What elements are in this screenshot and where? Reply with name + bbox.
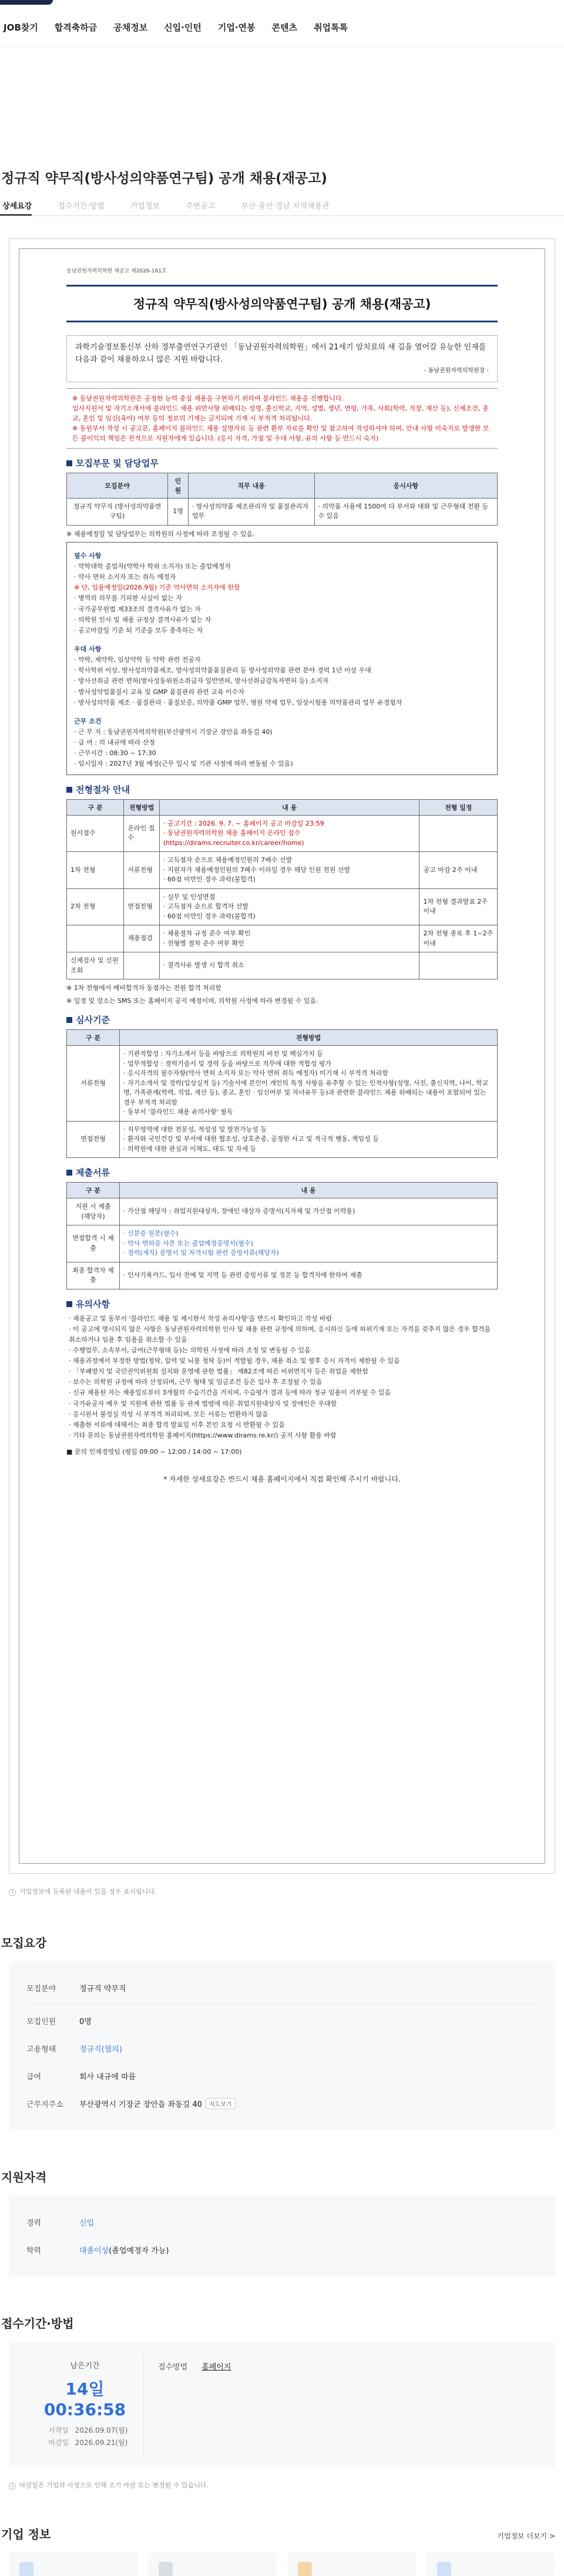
intro-box	[66, 335, 498, 382]
list-item: · 이 공고에 명시되지 않은 사항은 동남권원자력의학원 인사 및 채용 관련 규정에 의하며, 응시하신 등에 허위기재 또는 자격을 갖추지 않은 경우 합격을 취소하거나 임용 후 임용을 취소할 수 있음	[69, 1325, 491, 1343]
corp-header	[1, 2525, 555, 2542]
table-header: 구 분	[67, 799, 124, 815]
tab-regional-hall[interactable]: 부산·울산·경남 지역채용관	[241, 202, 330, 211]
summary-row: 근무지주소 부산광역시 기장군 장안읍 좌동길 40 지도보기	[26, 2090, 538, 2117]
intro-text: 과학기술정보통신부 산하 정부출연연구기관인 「동남권원자력의학원」에서 21세기 암치료의 새 길을 열어갈 유능한 인재를 다음과 같이 채용하오니 많은 지원 바랍니다.	[75, 343, 486, 364]
tab-company-info[interactable]: 기업정보	[130, 202, 160, 211]
list-item: · 공고마감일 기준 퇴 기준을 모두 충족하는 자	[74, 626, 203, 634]
table-cell: · 채용절차 규정 준수 여부 확인 · 전형별 절차 준수 여부 확인	[159, 925, 419, 952]
list-item: · 제출한 서류에 대해서는 최종 합격 발표일 이후 본인 요청 시 반환될 수 있음	[69, 1420, 285, 1429]
list-item: · 국가공무원법 제33조의 결격사유가 없는 자	[74, 605, 201, 613]
table-row	[67, 1198, 498, 1225]
tab-apply-period[interactable]: 접수기간·방법	[58, 202, 105, 211]
table-cell: 1차 전형	[67, 852, 124, 889]
requirement-box	[66, 542, 498, 775]
table-row	[67, 952, 498, 979]
tab-nearby-jobs[interactable]: 주변공고	[185, 202, 216, 211]
detail-more-note: * 자세한 상세요강은 반드시 채용 홈페이지에서 직접 확인해 주시기 바랍니다.	[163, 1475, 401, 1484]
top-bar	[0, 0, 564, 47]
recruit-note: ※ 채용예정일 및 담당업무는 의학원의 사정에 따라 조정될 수 있음.	[66, 530, 255, 538]
table-cell	[124, 952, 160, 979]
caution-list	[66, 1314, 498, 1442]
map-view-button[interactable]: 지도보기	[206, 2098, 236, 2109]
process-note: ※ 1차 전형에서 예비합격자 동점자는 전원 합격 처리함	[66, 984, 221, 992]
main-nav	[0, 21, 361, 33]
briefcase-icon	[298, 2562, 312, 2576]
notice-frame	[9, 238, 555, 1874]
table-row	[67, 1225, 498, 1262]
corp-cards	[9, 2553, 555, 2576]
list-item: · 약학대학 졸업자(약학사 학위 소지자) 또는 졸업예정자	[74, 562, 231, 570]
list-item: · 국가유공자 예우 및 지원에 관한 법률 등 관계 법령에 따른 취업지원대상자 및 장애인은 우대함	[69, 1399, 337, 1407]
section-heading-criteria: 심사기준	[66, 1013, 498, 1026]
table-cell: · 공고기간 : 2026. 9. 7. ~ 홈페이지 공고 마감일 23:59 · 동남권원자력의학원 채용 홈페이지 온라인 접수 (https://dirams.recruiter.co.kr/career/home)	[159, 815, 419, 852]
table-cell: 1차 전형 결과발표 2주 이내	[419, 888, 498, 925]
table-cell: · 기관적합성 : 자기소개서 등을 바탕으로 의학원의 비전 및 핵심가치 등 · 업무적합성 : 경력기술서 및 경력 등을 바탕으로 직무에 대한 적합성 평가 · 응시자격의 필수자항(약사 면허 소지자 또는 약사 면허 취득 예정자) 미기재 시 부적격 처리함 · 자기소개서 및 경력(입상실적 등) 기술서에 본인이 개인의 특정 사항을 유추할 수 있는 인적사항(성명, 사진, 출신지역, 나이, 학교명, 가족관계(학력, 직업, 재산 등), 종교, 혼인 · 임신여부 및 자녀유무 등)과 관련한 블라인드 채용 위배되는 내용이 포함되어 있는 경우 부적격 처리함 · 동부서 '블라인드 채용 유의사항' 필독	[120, 1046, 498, 1122]
table-cell: 최종 합격자 제출	[67, 1262, 120, 1289]
table-cell: 채용점검	[124, 925, 160, 952]
title-section	[0, 47, 564, 216]
table-header: 전형방법	[124, 799, 160, 815]
recruit-table	[66, 473, 498, 526]
table-cell: 온라인 접수	[124, 815, 160, 852]
blind-line: ※ 동남권원자력의학원은 공정한 능력 중심 채용을 구현하기 위하여 블라인드 채용을 진행합니다.	[72, 394, 344, 402]
blind-line: 입사지원서 및 자기소개서에 블라인드 채용 위반사항 위배되는 성명, 출신학교, 지역, 성별, 생년, 연령, 가족, 사회(학력, 직장, 재산 등), 신체조건, 종교, 혼인 및 임신(육아) 여부 등의 정보의 기재는 금지되며 기재 시 부적격 처리됩니다.	[72, 404, 489, 422]
end-date: 마감일 2026.09.21(월)	[48, 2439, 128, 2447]
table-header: 전형방법	[120, 1030, 498, 1046]
org-sign: - 동남권원자력의학원장 -	[424, 367, 489, 374]
info-icon: i	[9, 2483, 16, 2490]
countdown-timer: 14일 00:36:58	[43, 2379, 126, 2419]
blind-line: ※ 동원부서 작성 시 공고문, 홈페이지 블라인드 채용 설명자료 등 관련 환부 자료를 확인 및 참고하여 작성하셔야 하며, 안내 사항 미숙지로 발생한 모든 불이익의 책임은 전적으로 지원자에게 있습니다. (응시 자격, 가점 및 우대 사항, 유의 사항 등 반드시 숙지)	[72, 424, 489, 442]
list-item: · 임시일자 : 2027년 3월 예정(근무 일시 및 기관 사정에 따라 변동될 수 있음)	[74, 760, 293, 768]
start-date: 시작일 2026.09.07(월)	[48, 2426, 128, 2434]
table-cell: 서류전형	[124, 852, 160, 889]
list-item: · 방사선취급 관련 면허(방사성동위원소취급자 일반면허, 방사선취급감독자면허 등) 소지자	[74, 677, 329, 685]
corp-card-employees[interactable]	[9, 2553, 137, 2576]
table-cell: 면접전형	[124, 888, 160, 925]
table-header: 내 용	[159, 799, 419, 815]
table-header: 전형 일정	[419, 799, 498, 815]
corp-title: 기업 정보	[1, 2527, 51, 2541]
notice-title: 정규직 약무직(방사성의약품연구팀) 공개 채용(재공고)	[66, 285, 498, 322]
info-icon: i	[9, 1889, 16, 1896]
deadline-title: 접수기간·방법	[1, 2316, 74, 2331]
table-header: 인 원	[167, 473, 188, 498]
table-cell: 면접합격 시 제출	[67, 1225, 120, 1262]
nav-item-job-search[interactable]: JOB찾기	[4, 22, 38, 33]
list-item: · 방사성약업품질시 교육 및 GMP 품질관리 관련 교육 이수자	[74, 688, 244, 696]
table-row	[67, 888, 498, 925]
brand-logo[interactable]	[0, 0, 53, 5]
table-cell: · 실무 및 인성면접 · 고득점자 순으로 합격자 선발 · 60점 미만인 경우 과락(불합격)	[159, 888, 419, 925]
summary-card	[9, 1961, 555, 2130]
list-item: · 채용과정에서 부정한 방법(청탁, 압력 및 뇌물 청탁 등)이 적발될 경우, 채용 취소 및 향후 응시 자격이 제한될 수 있음	[69, 1357, 400, 1365]
table-header: 응시사항	[314, 473, 498, 498]
list-item: · 약사 면허 소지자 또는 취득 예정자	[74, 573, 176, 581]
detail-tabs	[0, 200, 564, 216]
subheading: 우대 사항	[74, 645, 102, 653]
list-item: · 채용공고 및 동부서 '블라인드 채용 및 제시한서 작성 유의사항'을 반드시 확인하고 작성 바람	[69, 1314, 333, 1322]
summary-row: 급여 회사 내규에 따름	[26, 2073, 136, 2082]
list-item: · 학사학위 이상, 방사성의약품제조, 방사성의약품품질관리 등 방사성의약품 관련 분야 경력 1년 이상 우대	[74, 666, 371, 675]
table-row	[67, 925, 498, 952]
table-cell: 지원 시 제출 (해당자)	[67, 1198, 120, 1225]
table-row	[67, 815, 498, 852]
list-item: ※ 단, 임용예정일(2026.9월) 기준 약사면허 소지자에 한함	[74, 584, 240, 592]
apply-method-link[interactable]: 홈페이지	[202, 2363, 231, 2372]
table-cell: 면접전형	[67, 1121, 120, 1158]
table-cell	[67, 925, 124, 952]
summary-row: 모집분야 정규직 약무직	[26, 1985, 126, 1994]
corp-card-type[interactable]	[148, 2553, 277, 2576]
table-cell: 서류전형	[67, 1046, 120, 1122]
table-cell: 2차 전형 종료 후 1~2주 이내	[419, 925, 498, 952]
section-heading-recruit: 모집부문 및 담당업무	[66, 457, 498, 469]
location-icon	[437, 2562, 451, 2576]
list-item: · 수행업무, 소속부서, 급여(근무형태 등)는 의학원 사정에 따라 조정 및 변동될 수 있음	[69, 1346, 311, 1354]
list-item: · 기타 문의는 동남권원자력의학원 홈페이지(https://www.dirams.re.kr/) 공지 사항 활용 바람	[69, 1432, 337, 1440]
people-icon	[19, 2562, 33, 2576]
table-cell	[419, 815, 498, 852]
qualify-row: 경력 신입	[26, 2219, 95, 2228]
docs-table	[66, 1182, 498, 1289]
section-heading-process: 전형절차 안내	[66, 783, 498, 796]
summary-row: 고용형태 정규직(협의)	[26, 2045, 122, 2054]
list-item: · 약학, 제약학, 임상약학 등 약학 관련 전공자	[74, 656, 201, 664]
corp-more-link[interactable]: 기업정보 더보기 >	[497, 2532, 555, 2540]
section-heading-caution: 유의사항	[66, 1298, 498, 1310]
table-cell	[419, 952, 498, 979]
table-cell: 2차 전형	[67, 888, 124, 925]
countdown	[26, 2355, 144, 2454]
table-row	[67, 1046, 498, 1122]
list-item: · 신규 채용된 자는 채용일로부터 3개월의 수습기간을 거치며, 수습평가 결과 등에 따라 정규 임용이 거부될 수 있음	[69, 1389, 391, 1397]
summary-title: 모집요강	[1, 1936, 47, 1950]
table-header: 구 분	[67, 1030, 120, 1046]
section-heading-docs: 제출서류	[66, 1166, 498, 1178]
list-item: · 방사성의약품 제조 · 품질관리 · 품질보증, 의약품 GMP 업무, 병원 약제 업무, 임상시험용 의약품관리 업무 유경험자	[74, 698, 402, 706]
nav-item-pass-bonus[interactable]: 합격축하금	[54, 22, 98, 33]
nav-item-entry-intern[interactable]: 신입·인턴	[164, 22, 202, 33]
doc-number: 동남권원자력의학원 재공고 제2026-161호	[66, 268, 167, 274]
summary-row: 모집인원 0명	[26, 2018, 92, 2026]
apply-method: 접수방법 홈페이지	[158, 2363, 231, 2372]
list-item: · 보수는 의학원 규정에 따라 산정되며, 근무 형태 및 임금조건 등은 입사 후 조정될 수 있음	[69, 1378, 323, 1386]
process-table	[66, 799, 498, 980]
remain-label: 남은기간	[70, 2362, 100, 2370]
page-title: 정규직 약무직(방사성의약품연구팀) 공개 채용(재공고)	[1, 171, 327, 186]
corp-card-location[interactable]	[427, 2553, 555, 2576]
building-icon	[159, 2562, 173, 2576]
fine-note: i 기업정보에 등록된 내용이 있을 경우 표시됩니다.	[9, 1887, 555, 1896]
table-cell: · 인사기록카드, 입사 전에 및 지역 등 관련 증빙서류 및 정본 등 합격자에 한하여 제출	[120, 1262, 498, 1289]
nav-item-company-salary[interactable]: 기업·연봉	[217, 22, 256, 33]
criteria-table	[66, 1029, 498, 1158]
table-cell: · 직무영역에 대한 전문성, 적성성 및 발전가능성 등 · 환자와 국민건강 및 부서에 대한 협조성, 상호존중, 공정한 사고 및 적극적 행동, 책임성 등 · 의학원에 대한 관심과 이해도, 태도 및 자세 등	[120, 1121, 498, 1158]
table-cell: · 가산점 해당자 : 취업지원대상자, 장애인 대상자 증명서(지자체 및 가산점 이력용)	[120, 1198, 498, 1225]
qualify-card	[9, 2196, 555, 2277]
table-header: 내 용	[120, 1183, 498, 1198]
qualify-row: 학력 대졸이상 (졸업예정자 가능)	[26, 2247, 169, 2255]
table-cell: · 결격사유 발생 시 합격 취소	[159, 952, 419, 979]
table-header: 직무 내용	[188, 473, 314, 498]
nav-item-public-recruit[interactable]: 공채정보	[113, 22, 148, 33]
subheading: 필수 사항	[74, 551, 102, 560]
table-row	[67, 1262, 498, 1289]
list-item: · 의학원 인사 및 채용 규정상 결격사유가 없는 자	[74, 615, 212, 624]
table-cell: 정규직 약무직 (방사성의약품연구팀)	[67, 498, 168, 525]
table-cell: · 신분증 원본(필수) · 약사 면허증 사본 또는 졸업예정증명서(필수) · 경력(재직) 증명서 및 자격시험 관련 증빙서류(해당자)	[120, 1225, 498, 1262]
table-header: 모집분야	[67, 473, 168, 498]
list-item: · 「부패방지 및 국민권익위원회 설치와 운영에 관한 법률」 제82조에 따른 비위면직자 등은 취업을 제한함	[69, 1368, 368, 1376]
table-cell: · 방사성의약품 제조관리자 및 품질관리자 업무	[188, 498, 314, 525]
table-cell: 원서접수	[67, 815, 124, 852]
table-row	[67, 1121, 498, 1158]
subheading: 근무 조건	[74, 717, 102, 725]
table-cell: · 의약품 사용에 1500여 타 부서와 대화 및 근무형태 전환 등 수 있음	[314, 498, 498, 525]
list-item: · 응시원서 불성실 작성 시 부적격 처리되며, 모든 서류는 반환하지 않음	[69, 1410, 268, 1418]
corp-card-industry[interactable]	[287, 2553, 416, 2576]
table-header: 구 분	[67, 1183, 120, 1198]
list-item: · 근무시간 : 08:30 ~ 17:30	[74, 749, 156, 757]
nav-item-talk[interactable]: 취업톡톡	[314, 22, 348, 33]
list-item: · 급 여 : 의 내규에 따라 산정	[74, 739, 155, 747]
table-cell: 공고 마감 2주 이내	[419, 852, 498, 889]
contact-line: ■ 문의 인재경영팀 (평일 09:00 ~ 12:00 / 14:00 ~ 17:00)	[66, 1448, 242, 1456]
deadline-note: i 마감일은 기업의 사정으로 인해 조기 마감 또는 변경될 수 있습니다.	[9, 2480, 555, 2490]
nav-item-contents[interactable]: 콘텐츠	[271, 22, 297, 33]
tab-detail[interactable]: 상세요강	[0, 200, 32, 215]
table-cell: · 고득점자 순으로 채용예정인원의 7배수 선발 · 지원자가 채용예정인원의 7배수 이하일 경우 해당 인원 전원 선발 · 60점 미만인 경우 과락(불합격)	[159, 852, 419, 889]
qualify-title: 지원자격	[1, 2170, 47, 2184]
list-item: · 병역의 의무를 기피한 사실이 없는 자	[74, 594, 182, 602]
blind-notice	[66, 388, 498, 449]
list-item: · 근 무 지 : 동남권원자력의학원(부산광역시 기장군 장안읍 좌동길 40)	[74, 728, 273, 736]
table-cell: 신체검사 및 신원조회	[67, 952, 124, 979]
deadline-card	[9, 2342, 555, 2467]
table-row	[67, 852, 498, 889]
notice-document	[19, 248, 545, 1864]
process-note: ※ 일정 및 장소는 SMS 또는 홈페이지 공지 예정이며, 의학원 사정에 따라 변경될 수 있음.	[66, 997, 318, 1005]
table-cell: 1명	[167, 498, 188, 525]
